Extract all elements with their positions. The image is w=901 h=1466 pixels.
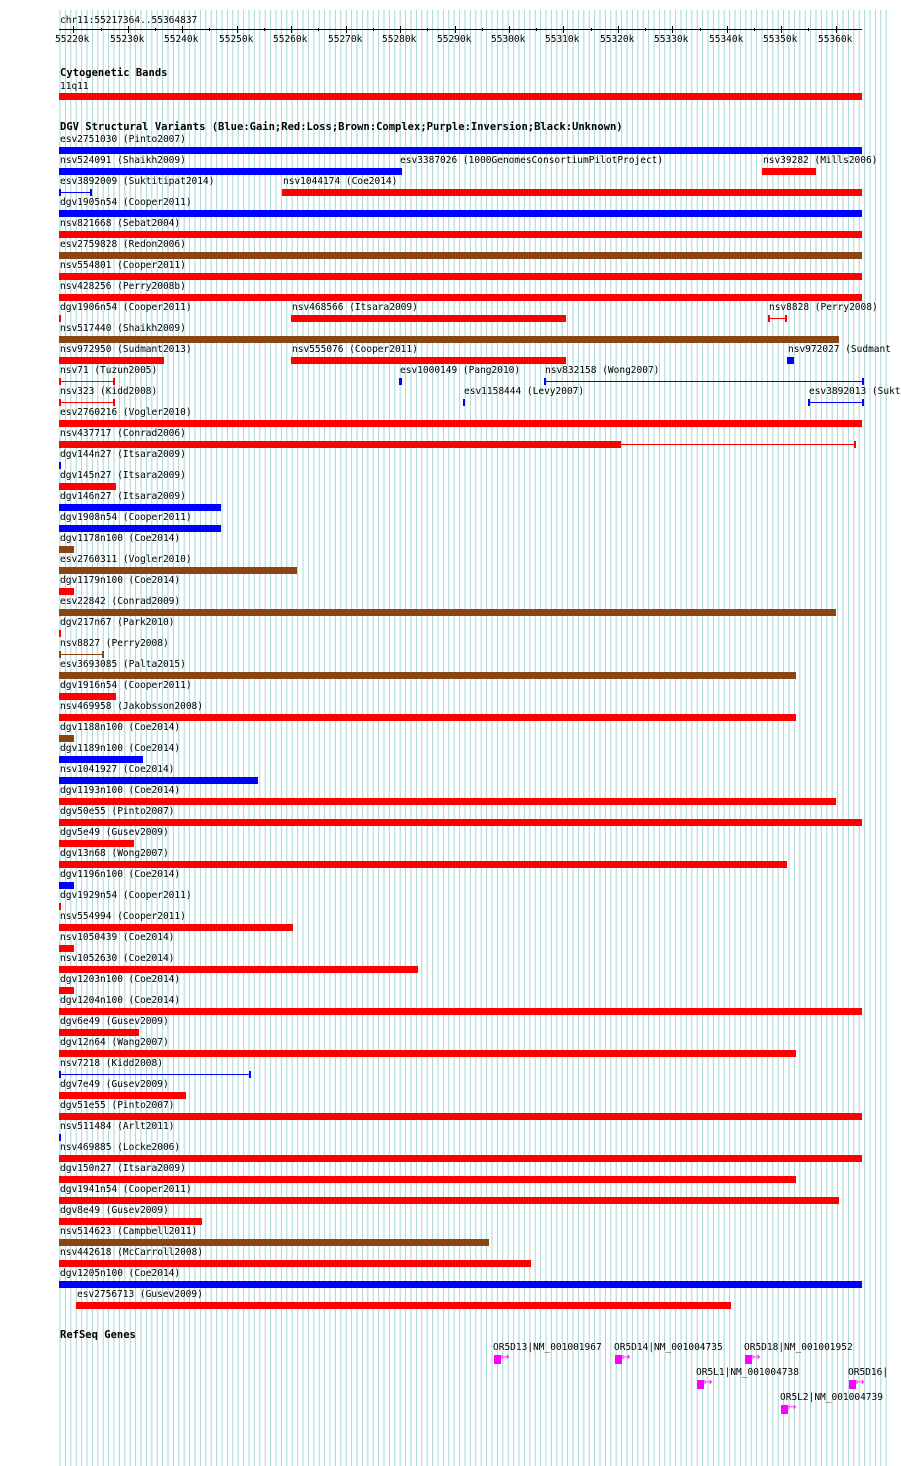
- sv-feature[interactable]: [59, 924, 293, 931]
- sv-feature[interactable]: [291, 315, 566, 322]
- sv-label: nsv554801 (Cooper2011): [60, 260, 186, 271]
- ruler-minor-tick: [727, 28, 728, 31]
- ruler-tick-label: 55330k: [654, 34, 689, 45]
- sv-label: nsv554994 (Cooper2011): [60, 911, 186, 922]
- sv-feature[interactable]: [768, 318, 785, 319]
- sv-feature[interactable]: [59, 1176, 796, 1183]
- sv-feature[interactable]: [291, 357, 566, 364]
- sv-label: dgv1204n100 (Coe2014): [60, 995, 181, 1006]
- sv-feature[interactable]: [59, 714, 796, 721]
- sv-label: dgv1906n54 (Cooper2011): [60, 302, 192, 313]
- sv-label: esv3387026 (1000GenomesConsortiumPilotProject): [400, 155, 664, 166]
- sv-label: esv2760311 (Vogler2010): [60, 554, 192, 565]
- sv-label: dgv1179n100 (Coe2014): [60, 575, 181, 586]
- sv-feature-end: [854, 441, 856, 448]
- sv-label: dgv1929n54 (Cooper2011): [60, 890, 192, 901]
- sv-label: dgv12n64 (Wang2007): [60, 1037, 169, 1048]
- sv-label: nsv1052630 (Coe2014): [60, 953, 175, 964]
- sv-feature[interactable]: [59, 231, 862, 238]
- sv-label: esv2756713 (Gusev2009): [77, 1289, 203, 1300]
- gene-label: OR5L1|NM_001004738: [696, 1367, 799, 1378]
- sv-feature[interactable]: [59, 987, 74, 994]
- sv-feature[interactable]: [59, 294, 862, 301]
- gene-exon[interactable]: [849, 1380, 856, 1389]
- gene-label: OR5D13|NM_001001967: [493, 1342, 602, 1353]
- sv-feature[interactable]: [282, 189, 862, 196]
- sv-feature-end: [113, 378, 115, 385]
- ruler-tick-label: 55320k: [600, 34, 635, 45]
- strand-arrow-icon: ↦: [622, 1352, 631, 1363]
- sv-label: nsv517440 (Shaikh2009): [60, 323, 186, 334]
- gene-exon[interactable]: [745, 1355, 752, 1364]
- sv-feature[interactable]: [59, 693, 116, 700]
- sv-feature[interactable]: [59, 420, 862, 427]
- ruler-tick-label: 55240k: [164, 34, 199, 45]
- sv-label: esv3892013 (Sukt: [809, 386, 901, 397]
- sv-feature[interactable]: [59, 1074, 249, 1075]
- sv-feature[interactable]: [463, 399, 465, 406]
- sv-feature[interactable]: [59, 798, 836, 805]
- sv-feature-end: [544, 378, 546, 385]
- ruler-minor-tick: [645, 28, 646, 31]
- sv-feature[interactable]: [59, 504, 221, 511]
- strand-arrow-icon: ↦: [752, 1352, 761, 1363]
- sv-label: esv1000149 (Pang2010): [400, 365, 521, 376]
- ruler-tick-label: 55290k: [437, 34, 472, 45]
- ruler-minor-tick: [563, 28, 564, 31]
- sv-feature[interactable]: [59, 1008, 862, 1015]
- sv-label: esv3693085 (Palta2015): [60, 659, 186, 670]
- ruler-tick-label: 55340k: [709, 34, 744, 45]
- ruler-minor-tick: [618, 28, 619, 31]
- gene-label: OR5L2|NM_001004739: [780, 1392, 883, 1403]
- sv-feature[interactable]: [59, 567, 297, 574]
- sv-feature[interactable]: [59, 588, 74, 595]
- sv-feature[interactable]: [59, 1134, 61, 1141]
- ruler-tick-label: 55300k: [491, 34, 526, 45]
- sv-label: nsv323 (Kidd2008): [60, 386, 158, 397]
- ruler-minor-tick: [346, 28, 347, 31]
- gene-exon[interactable]: [697, 1380, 704, 1389]
- sv-feature[interactable]: [59, 252, 862, 259]
- cytoband-name: 11q11: [60, 81, 89, 92]
- sv-label: dgv1916n54 (Cooper2011): [60, 680, 192, 691]
- sv-feature-end: [102, 651, 104, 658]
- sv-feature-end: [785, 315, 787, 322]
- sv-feature-end: [113, 399, 115, 406]
- sv-label: dgv1905n54 (Cooper2011): [60, 197, 192, 208]
- sv-label: dgv7e49 (Gusev2009): [60, 1079, 169, 1090]
- sv-label: esv2760216 (Vogler2010): [60, 407, 192, 418]
- sv-feature[interactable]: [59, 336, 839, 343]
- sv-label: nsv1044174 (Coe2014): [283, 176, 398, 187]
- sv-feature[interactable]: [59, 168, 400, 175]
- ruler-minor-tick: [155, 28, 156, 31]
- sv-feature[interactable]: [59, 840, 134, 847]
- sv-feature-end: [808, 399, 810, 406]
- sv-label: dgv1908n54 (Cooper2011): [60, 512, 192, 523]
- ruler-minor-tick: [400, 28, 401, 31]
- sv-feature[interactable]: [59, 273, 862, 280]
- sv-label: nsv524091 (Shaikh2009): [60, 155, 186, 166]
- ruler-minor-tick: [291, 28, 292, 31]
- sv-label: esv2759828 (Redon2006): [60, 239, 186, 250]
- sv-feature-end: [59, 651, 61, 658]
- sv-feature[interactable]: [787, 357, 794, 364]
- sv-feature-end: [59, 1071, 61, 1078]
- refseq-track-title: RefSeq Genes: [60, 1329, 136, 1341]
- ruler-minor-tick: [482, 28, 483, 31]
- gene-label: OR5D14|NM_001004735: [614, 1342, 723, 1353]
- sv-label: esv3892009 (Suktitipat2014): [60, 176, 215, 187]
- sv-label: nsv469885 (Locke2006): [60, 1142, 181, 1153]
- ruler-minor-tick: [209, 28, 210, 31]
- sv-label: dgv1196n100 (Coe2014): [60, 869, 181, 880]
- sv-label: dgv1193n100 (Coe2014): [60, 785, 181, 796]
- sv-label: nsv972027 (Sudmant: [788, 344, 891, 355]
- cytoband-bar[interactable]: [59, 93, 862, 100]
- sv-label: nsv39282 (Mills2006): [763, 155, 878, 166]
- sv-label: nsv511484 (Arlt2011): [60, 1121, 175, 1132]
- sv-label: dgv145n27 (Itsara2009): [60, 470, 186, 481]
- ruler-axis: [59, 29, 862, 30]
- sv-feature-end: [862, 399, 864, 406]
- sv-feature[interactable]: [59, 903, 61, 910]
- sv-label: dgv150n27 (Itsara2009): [60, 1163, 186, 1174]
- sv-label: dgv6e49 (Gusev2009): [60, 1016, 169, 1027]
- sv-label: esv22842 (Conrad2009): [60, 596, 181, 607]
- gene-exon[interactable]: [615, 1355, 622, 1364]
- sv-feature[interactable]: [59, 1260, 531, 1267]
- sv-label: dgv1203n100 (Coe2014): [60, 974, 181, 985]
- strand-arrow-icon: ↦: [856, 1377, 865, 1388]
- ruler-tick-label: 55280k: [382, 34, 417, 45]
- sv-label: dgv144n27 (Itsara2009): [60, 449, 186, 460]
- sv-feature[interactable]: [59, 756, 143, 763]
- sv-feature[interactable]: [59, 462, 61, 469]
- sv-label: nsv514623 (Campbell2011): [60, 1226, 198, 1237]
- ruler-tick-label: 55250k: [219, 34, 254, 45]
- sv-feature[interactable]: [59, 210, 862, 217]
- ruler-tick-label: 55220k: [55, 34, 90, 45]
- sv-label: nsv8828 (Perry2008): [769, 302, 878, 313]
- sv-label: nsv428256 (Perry2008b): [60, 281, 186, 292]
- sv-feature-end: [59, 189, 61, 196]
- sv-label: nsv469958 (Jakobsson2008): [60, 701, 203, 712]
- sv-feature[interactable]: [59, 1239, 489, 1246]
- ruler-minor-tick: [427, 28, 428, 31]
- sv-feature[interactable]: [59, 819, 862, 826]
- gene-label: OR5D16|: [848, 1367, 889, 1378]
- strand-arrow-icon: ↦: [788, 1402, 797, 1413]
- ruler-minor-tick: [672, 28, 673, 31]
- sv-feature[interactable]: [59, 945, 74, 952]
- sv-feature-end: [862, 378, 864, 385]
- sv-label: esv2751030 (Pinto2007): [60, 134, 186, 145]
- sv-feature[interactable]: [59, 192, 90, 193]
- ruler-tick-label: 55310k: [545, 34, 580, 45]
- sv-feature[interactable]: [59, 483, 116, 490]
- sv-label: dgv1941n54 (Cooper2011): [60, 1184, 192, 1195]
- ruler-minor-tick: [591, 28, 592, 31]
- ruler-minor-tick: [455, 28, 456, 31]
- sv-feature[interactable]: [399, 168, 402, 175]
- ruler-minor-tick: [509, 28, 510, 31]
- gene-exon[interactable]: [781, 1405, 788, 1414]
- sv-feature[interactable]: [59, 1113, 862, 1120]
- sv-feature[interactable]: [59, 777, 258, 784]
- sv-feature-end: [90, 189, 92, 196]
- sv-label: nsv832158 (Wong2007): [545, 365, 660, 376]
- sv-label: nsv1050439 (Coe2014): [60, 932, 175, 943]
- sv-label: dgv13n68 (Wong2007): [60, 848, 169, 859]
- sv-feature[interactable]: [59, 735, 74, 742]
- strand-arrow-icon: ↦: [704, 1377, 713, 1388]
- gene-exon[interactable]: [494, 1355, 501, 1364]
- sv-feature[interactable]: [59, 1092, 186, 1099]
- sv-feature[interactable]: [59, 147, 862, 154]
- ruler-location: chr11:55217364..55364837: [60, 15, 198, 26]
- sv-label: dgv217n67 (Park2010): [60, 617, 175, 628]
- sv-feature[interactable]: [762, 168, 816, 175]
- sv-feature-extension: [621, 444, 854, 445]
- ruler-tick-label: 55260k: [273, 34, 308, 45]
- gene-label: OR5D18|NM_001001952: [744, 1342, 853, 1353]
- sv-label: dgv1205n100 (Coe2014): [60, 1268, 181, 1279]
- sv-feature[interactable]: [59, 1197, 839, 1204]
- ruler-minor-tick: [264, 28, 265, 31]
- sv-label: dgv146n27 (Itsara2009): [60, 491, 186, 502]
- ruler-minor-tick: [101, 28, 102, 31]
- ruler-tick-label: 55270k: [328, 34, 363, 45]
- sv-feature[interactable]: [59, 1218, 202, 1225]
- ruler-minor-tick: [536, 28, 537, 31]
- sv-label: nsv8827 (Perry2008): [60, 638, 169, 649]
- ruler-minor-tick: [754, 28, 755, 31]
- sv-feature[interactable]: [59, 525, 221, 532]
- ruler-minor-tick: [373, 28, 374, 31]
- dgv-track-title: DGV Structural Variants (Blue:Gain;Red:Loss;Brown:Complex;Purple:Inversion;Black:Unknown): [60, 121, 623, 133]
- sv-label: dgv8e49 (Gusev2009): [60, 1205, 169, 1216]
- sv-feature-end: [249, 1071, 251, 1078]
- sv-feature-end: [59, 378, 61, 385]
- sv-feature[interactable]: [59, 1029, 139, 1036]
- sv-feature[interactable]: [59, 402, 113, 403]
- sv-feature[interactable]: [59, 381, 113, 382]
- sv-feature[interactable]: [399, 378, 402, 385]
- sv-label: dgv51e55 (Pinto2007): [60, 1100, 175, 1111]
- ruler-tick-label: 55350k: [763, 34, 798, 45]
- sv-label: dgv1178n100 (Coe2014): [60, 533, 181, 544]
- sv-label: nsv71 (Tuzun2005): [60, 365, 158, 376]
- sv-label: dgv5e49 (Gusev2009): [60, 827, 169, 838]
- sv-feature[interactable]: [59, 609, 836, 616]
- sv-label: nsv821668 (Sebat2004): [60, 218, 181, 229]
- ruler-minor-tick: [318, 28, 319, 31]
- sv-label: esv1158444 (Levy2007): [464, 386, 585, 397]
- ruler-minor-tick: [700, 28, 701, 31]
- sv-feature[interactable]: [59, 672, 796, 679]
- ruler-minor-tick: [836, 28, 837, 31]
- sv-label: nsv972950 (Sudmant2013): [60, 344, 192, 355]
- sv-label: dgv50e55 (Pinto2007): [60, 806, 175, 817]
- sv-feature[interactable]: [59, 1155, 862, 1162]
- sv-feature[interactable]: [59, 315, 61, 322]
- sv-label: nsv468566 (Itsara2009): [292, 302, 418, 313]
- sv-feature-end: [59, 399, 61, 406]
- sv-feature[interactable]: [808, 402, 862, 403]
- sv-feature[interactable]: [59, 654, 102, 655]
- sv-feature[interactable]: [544, 381, 862, 382]
- sv-feature[interactable]: [59, 630, 61, 637]
- ruler-minor-tick: [781, 28, 782, 31]
- sv-feature[interactable]: [59, 441, 621, 448]
- sv-label: nsv7218 (Kidd2008): [60, 1058, 163, 1069]
- sv-label: nsv1041927 (Coe2014): [60, 764, 175, 775]
- sv-label: dgv1189n100 (Coe2014): [60, 743, 181, 754]
- sv-feature[interactable]: [59, 1281, 862, 1288]
- ruler-minor-tick: [128, 28, 129, 31]
- sv-feature[interactable]: [59, 357, 164, 364]
- ruler-minor-tick: [182, 28, 183, 31]
- sv-feature[interactable]: [76, 1302, 731, 1309]
- sv-feature[interactable]: [59, 1050, 796, 1057]
- sv-label: nsv442618 (McCarroll2008): [60, 1247, 203, 1258]
- sv-feature[interactable]: [59, 966, 418, 973]
- cytoband-track-title: Cytogenetic Bands: [60, 67, 168, 79]
- sv-label: nsv437717 (Conrad2006): [60, 428, 186, 439]
- strand-arrow-icon: ↦: [501, 1352, 510, 1363]
- ruler-tick-label: 55360k: [818, 34, 853, 45]
- sv-label: dgv1188n100 (Coe2014): [60, 722, 181, 733]
- ruler-minor-tick: [237, 28, 238, 31]
- sv-feature[interactable]: [59, 546, 74, 553]
- ruler-tick-label: 55230k: [110, 34, 145, 45]
- sv-feature[interactable]: [59, 882, 74, 889]
- ruler-minor-tick: [73, 28, 74, 31]
- sv-feature-end: [768, 315, 770, 322]
- sv-label: nsv555076 (Cooper2011): [292, 344, 418, 355]
- sv-feature[interactable]: [59, 861, 787, 868]
- ruler-minor-tick: [808, 28, 809, 31]
